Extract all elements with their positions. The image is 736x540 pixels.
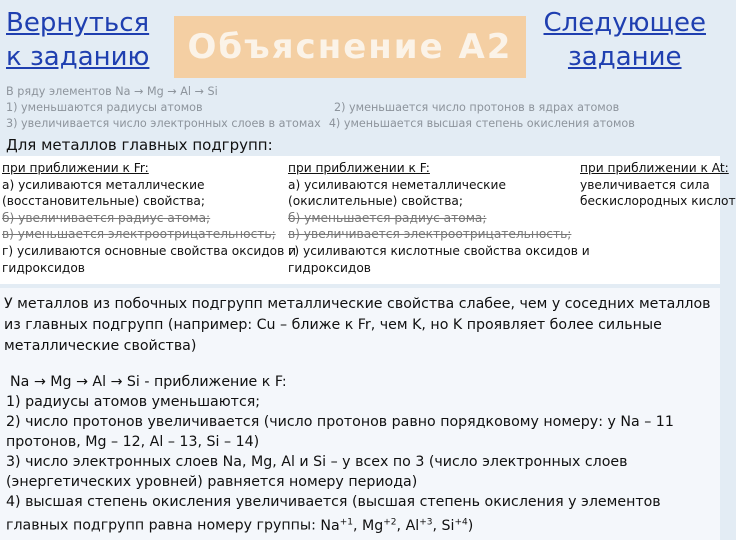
table-cell-line: увеличивается сила	[580, 177, 710, 192]
table-cell-line: б) увеличивается радиус атома;	[2, 210, 211, 225]
ion-separator: )	[467, 517, 474, 534]
page-title: Объяснение А2	[187, 27, 513, 67]
side-subgroup-note: У металлов из побочных подгрупп металлические свойства слабее, чем у соседних металлов из главных подгрупп (например: Cu – ближе к Fr, чем K, но K проявляет более сильные металлические свойства)	[4, 296, 711, 354]
next-link-line2: задание	[567, 42, 682, 72]
question-options-row1	[6, 100, 718, 116]
next-link-line1: Следующее	[543, 8, 706, 38]
table-cell-line: (окислительные) свойства;	[288, 194, 464, 209]
point-1: 1) радиусы атомов уменьшаются;	[6, 394, 261, 410]
table-cell-line: г) усиливаются основные свойства оксидов и	[2, 243, 297, 258]
ion-separator: ,	[396, 517, 406, 534]
table-column-fr	[2, 160, 297, 276]
ion-symbol: Na	[320, 517, 340, 534]
point-4	[6, 492, 716, 536]
explanation-panel	[0, 288, 720, 540]
point-3: 3) число электронных слоев Na, Mg, Al и Si – у всех по 3 (число электронных слоев (энергетических уровней) равняется номеру периода)	[6, 454, 628, 490]
ion-symbol: Mg	[362, 517, 384, 534]
back-to-task-link[interactable]	[6, 6, 149, 74]
oxidation-state: +4	[454, 517, 468, 527]
question-options-row2	[6, 116, 718, 132]
table-cell-line: г) усиливаются кислотные свойства оксидов и	[288, 243, 590, 258]
question-intro: В ряду элементов Na → Mg → Al → Si	[6, 85, 218, 98]
oxidation-state: +1	[339, 517, 353, 527]
table-cell-line: при приближении к Fr:	[2, 161, 149, 175]
table-cell-line: гидроксидов	[288, 260, 371, 275]
option-4: 4) уменьшается высшая степень окисления атомов	[328, 117, 635, 130]
oxidation-states	[320, 518, 473, 534]
series-lead: Na → Mg → Al → Si - приближение к F:	[10, 374, 287, 390]
table-cell-line: при приближении к F:	[288, 161, 430, 175]
question-block	[6, 84, 718, 132]
table-cell-line: (восстановительные) свойства;	[2, 194, 205, 209]
back-link-line1: Вернуться	[6, 8, 150, 38]
table-cell-line: гидроксидов	[2, 260, 85, 275]
explanation-points	[6, 372, 716, 536]
oxidation-state: +3	[419, 517, 433, 527]
title-banner	[174, 16, 526, 78]
rules-table	[0, 156, 736, 284]
oxidation-state: +2	[383, 517, 397, 527]
ion-symbol: Si	[441, 517, 455, 534]
table-cell-line: б) уменьшается радиус атома;	[288, 210, 487, 225]
table-column-at	[580, 160, 736, 210]
table-cell-line: а) усиливаются неметаллические	[288, 177, 506, 192]
point-4-text: 4) высшая степень окисления увеличивается (высшая степень окисления у элементов главных подгрупп равна номеру группы:	[6, 494, 661, 534]
table-cell-line: при приближении к At:	[580, 161, 729, 175]
option-2: 2) уменьшается число протонов в ядрах атомов	[334, 101, 620, 114]
back-link-line2: к заданию	[6, 42, 150, 72]
option-3: 3) увеличивается число электронных слоев в атомах	[6, 117, 321, 130]
table-cell-line: в) увеличивается электроотрицательность;	[288, 227, 572, 242]
option-1: 1) уменьшаются радиусы атомов	[6, 101, 203, 114]
point-2: 2) число протонов увеличивается (число протонов равно порядковому номеру: у Na – 11 протонов, Mg – 12, Al – 13, Si – 14)	[6, 414, 674, 450]
table-column-f	[288, 160, 590, 276]
table-cell-line: бескислородных кислот	[580, 194, 736, 209]
ion-separator: ,	[352, 517, 363, 534]
section-heading: Для металлов главных подгрупп:	[6, 136, 273, 154]
ion-symbol: Al	[405, 517, 420, 534]
ion-separator: ,	[432, 517, 442, 534]
table-cell-line: в) уменьшается электроотрицательность;	[2, 227, 276, 242]
next-task-link[interactable]	[544, 6, 707, 74]
table-cell-line: а) усиливаются металлические	[2, 177, 205, 192]
